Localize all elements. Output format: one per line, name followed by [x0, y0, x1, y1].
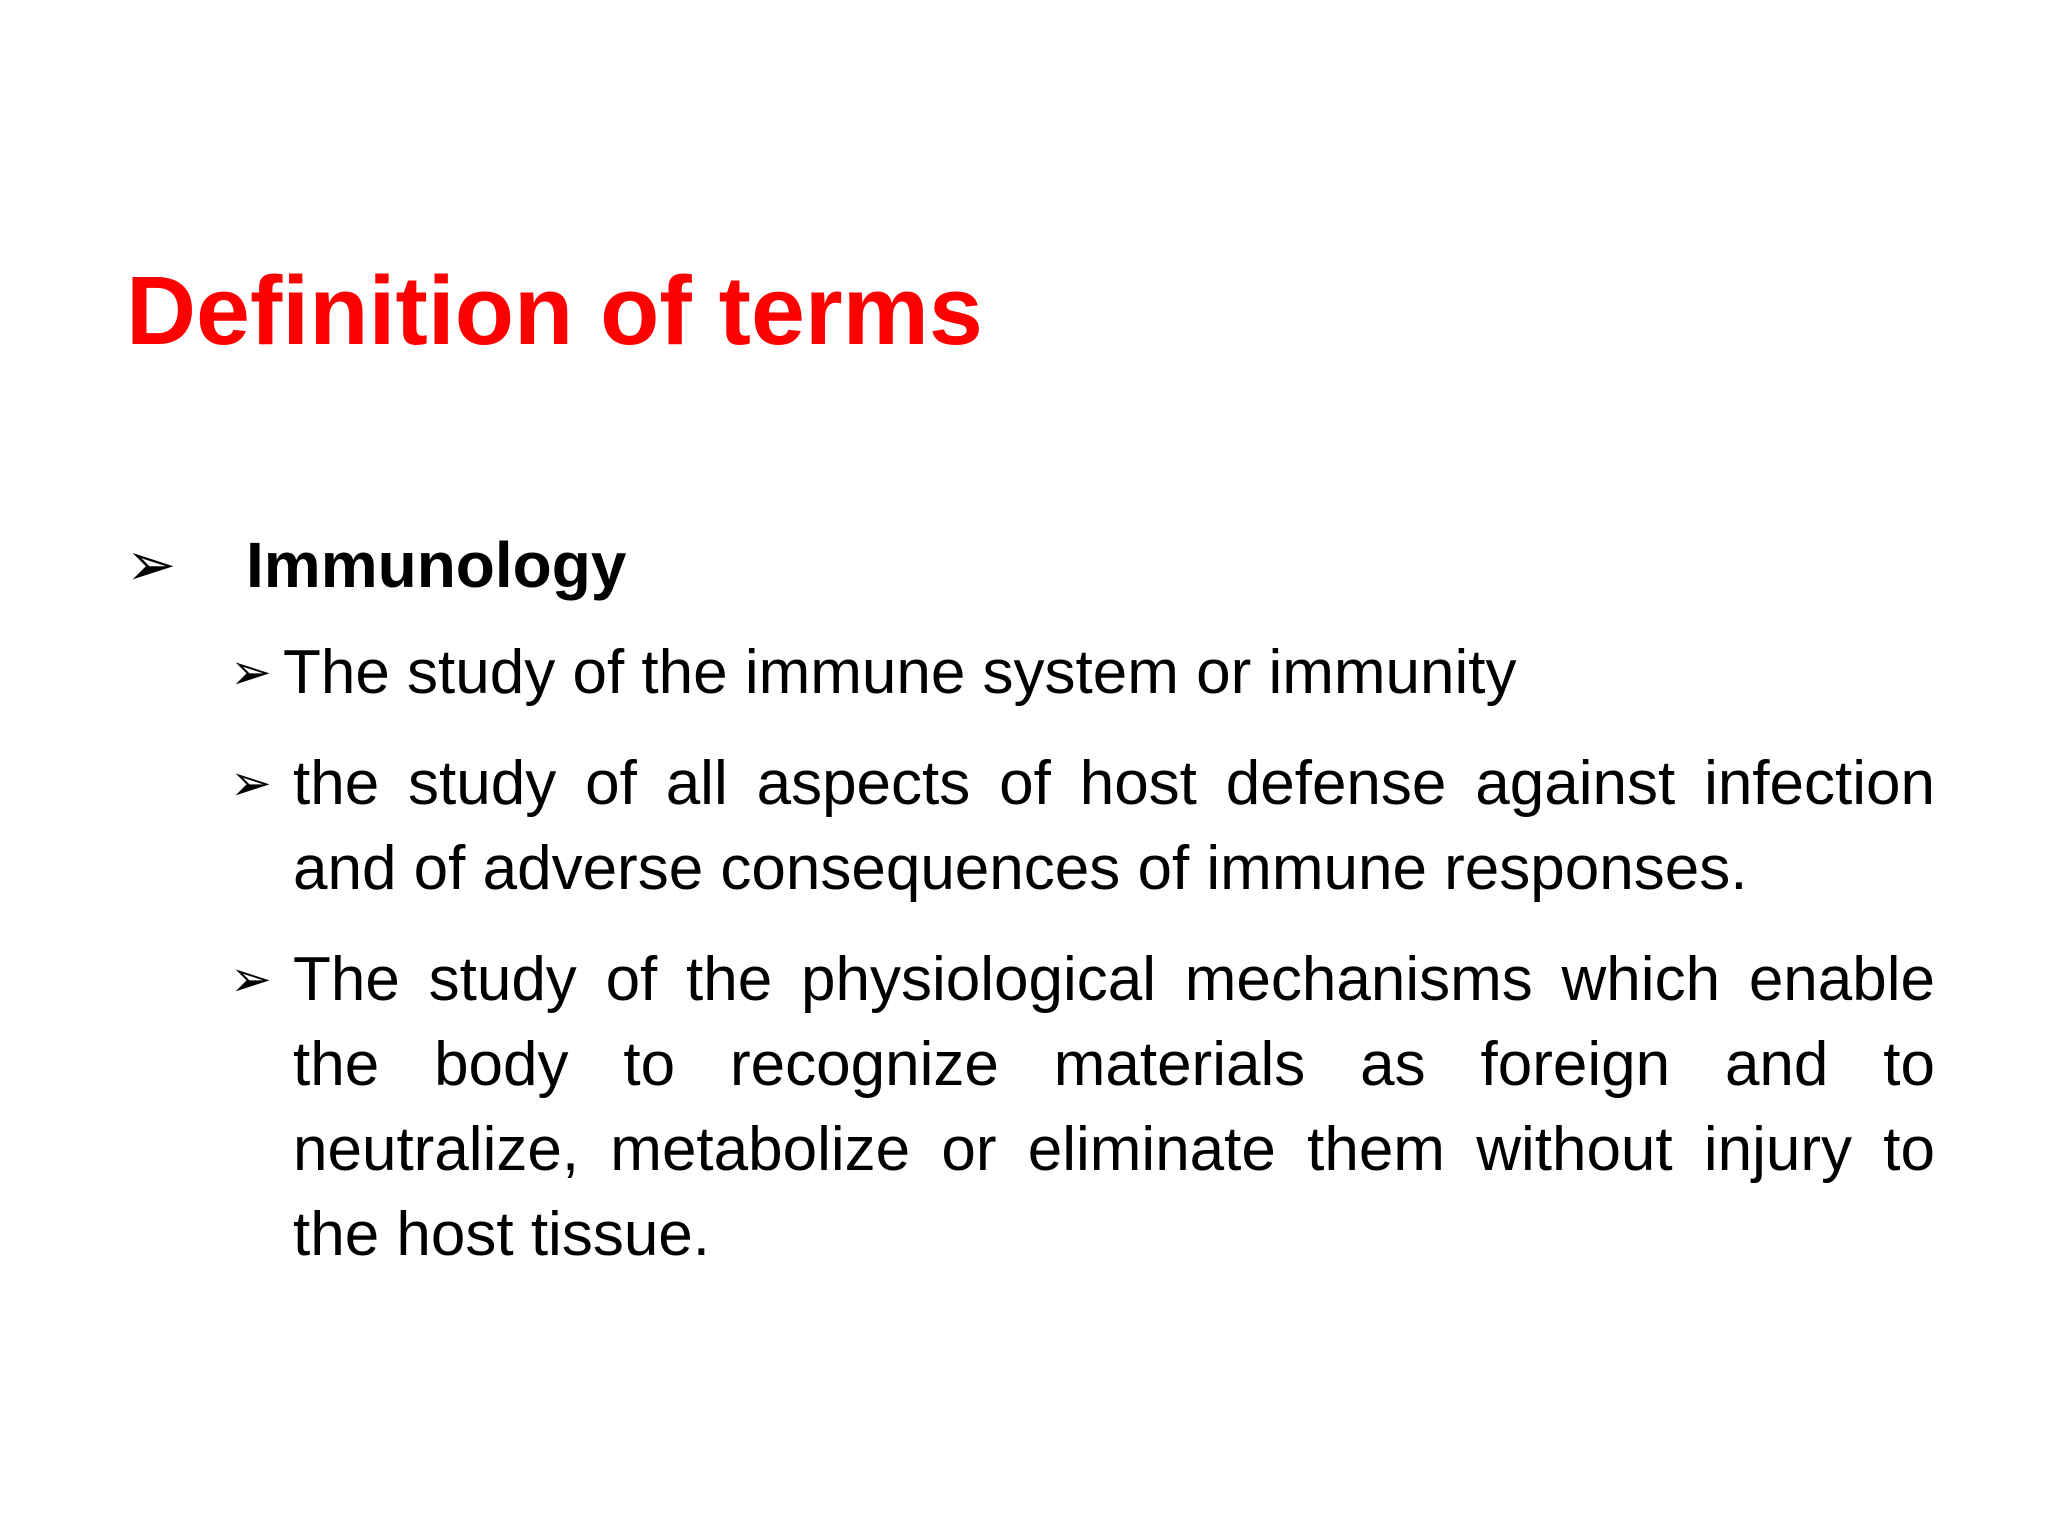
arrowhead-bullet-icon: ➢ [230, 951, 272, 1007]
definition-text: the study of all aspects of host defense against infection and of adverse consequences of immune responses. [293, 749, 1935, 903]
definition-text: The study of the immune system or immunity [283, 638, 1517, 707]
definition-list [230, 630, 1935, 1303]
definition-item [230, 937, 1935, 1277]
arrowhead-bullet-icon: ➢ [126, 531, 177, 598]
definition-item [230, 630, 1935, 715]
slide-title: Definition of terms [126, 256, 983, 365]
arrowhead-bullet-icon: ➢ [230, 755, 272, 811]
arrowhead-bullet-icon: ➢ [230, 644, 272, 700]
definition-item [230, 741, 1935, 911]
topic-heading [126, 525, 626, 605]
definition-text: The study of the physiological mechanisms which enable the body to recognize materials as foreign and to neutralize, metabolize or eliminate them without injury to the host tissue. [293, 945, 1935, 1269]
topic-label: Immunology [246, 529, 627, 601]
